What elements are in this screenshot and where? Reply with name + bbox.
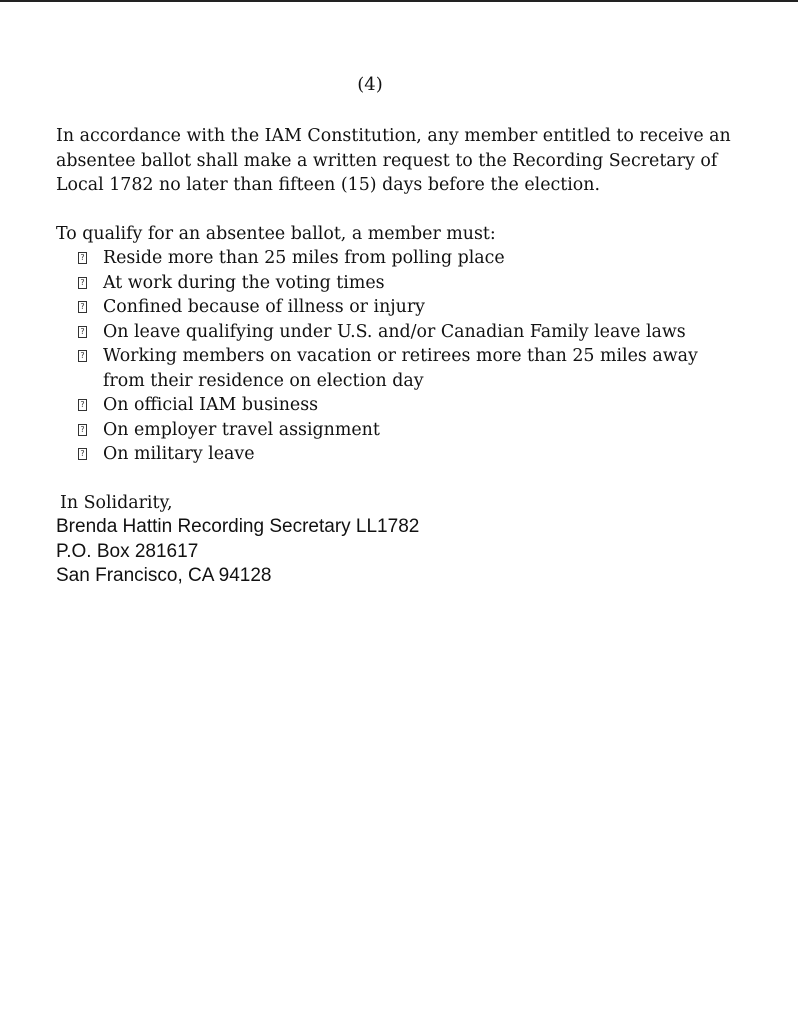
missing-glyph-bullet-icon: ?	[78, 350, 87, 362]
list-item-text: Reside more than 25 miles from polling place	[103, 248, 505, 268]
intro-line: absentee ballot shall make a written request to the Recording Secretary of	[56, 150, 718, 171]
list-item	[78, 442, 698, 467]
missing-glyph-bullet-icon: ?	[78, 326, 87, 338]
list-item	[78, 418, 698, 443]
qualify-heading: To qualify for an absentee ballot, a member must:	[56, 224, 496, 244]
page-number: (4)	[357, 74, 383, 95]
list-item-text: On military leave	[103, 444, 255, 464]
list-item-text: Confined because of illness or injury	[103, 297, 425, 317]
intro-line: Local 1782 no later than fifteen (15) days before the election.	[56, 175, 600, 195]
list-item-text: On official IAM business	[103, 395, 319, 415]
list-item	[78, 295, 698, 320]
list-item	[78, 271, 698, 296]
missing-glyph-bullet-icon: ?	[78, 399, 87, 411]
list-item-text: At work during the voting times	[103, 272, 385, 293]
signature-address-line1: P.O. Box 281617	[56, 540, 199, 562]
list-item	[78, 246, 698, 271]
missing-glyph-bullet-icon: ?	[78, 277, 87, 289]
missing-glyph-bullet-icon: ?	[78, 252, 87, 264]
list-item	[78, 344, 698, 393]
list-item-text: On leave qualifying under U.S. and/or Canadian Family leave laws	[103, 321, 686, 342]
top-border	[0, 0, 798, 2]
signature-name-title: Brenda Hattin Recording Secretary LL1782	[56, 516, 420, 537]
list-item-text-continued: from their residence on election day	[103, 370, 424, 391]
list-item-text: Working members on vacation or retirees more than 25 miles away	[103, 346, 698, 366]
missing-glyph-bullet-icon: ?	[78, 424, 87, 436]
requirements-list	[78, 246, 698, 467]
missing-glyph-bullet-icon: ?	[78, 301, 87, 313]
missing-glyph-bullet-icon: ?	[78, 448, 87, 460]
list-item-text: On employer travel assignment	[103, 419, 380, 440]
intro-line: In accordance with the IAM Constitution, any member entitled to receive an	[56, 126, 731, 146]
list-item	[78, 320, 698, 345]
intro-paragraph	[56, 124, 756, 198]
signature-block	[56, 515, 419, 589]
signature-address-line2: San Francisco, CA 94128	[56, 565, 272, 586]
list-item	[78, 393, 698, 418]
closing-salutation: In Solidarity,	[60, 493, 173, 513]
